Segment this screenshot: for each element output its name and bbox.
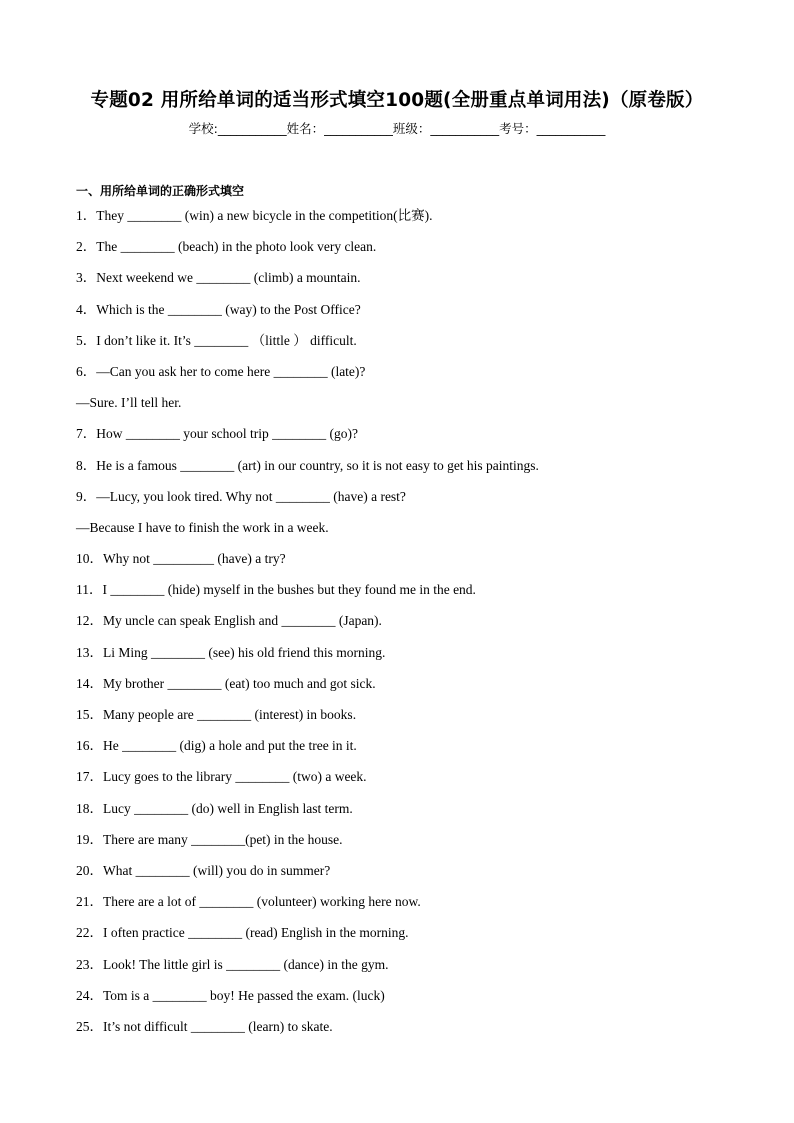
exercise-list — [76, 206, 736, 1048]
exercise-line: 15．Many people are ________ (interest) in books. — [76, 707, 357, 722]
exercise-line: 4．Which is the ________ (way) to the Post Office? — [76, 301, 361, 317]
exercise-line: 10．Why not _________ (have) a try? — [76, 551, 286, 567]
exercise-line: 12．My uncle can speak English and ________ (Japan). — [76, 613, 382, 629]
section-heading: 一、用所给单词的正确形式填空 — [76, 184, 245, 198]
exercise-line: 13．Li Ming ________ (see) his old friend this morning. — [76, 644, 386, 660]
exercise-line: 7．How ________ your school trip ________ (go)? — [76, 426, 358, 442]
exercise-line: 21．There are a lot of ________ (volunteer) working here now. — [76, 894, 421, 910]
exercise-line: 3．Next weekend we ________ (climb) a mountain. — [76, 270, 361, 286]
exercise-line: 8．He is a famous ________ (art) in our country, so it is not easy to get his paintings. — [76, 457, 539, 473]
page-title: 专题02 用所给单词的适当形式填空100题(全册重点单词用法)（原卷版） — [90, 90, 704, 111]
exercise-line: 5．I don’t like it. It’s ________ （little ） difficult. — [76, 332, 357, 348]
exercise-line: 17．Lucy goes to the library ________ (two) a week. — [76, 769, 367, 785]
exercise-line: —Because I have to finish the work in a week. — [76, 519, 329, 535]
student-info-line: 学校:___________姓名：___________班级：___________考号：___________ — [188, 121, 606, 136]
exercise-line: 9．—Lucy, you look tired. Why not ________ (have) a rest? — [76, 488, 406, 504]
exercise-line: 19．There are many ________(pet) in the house. — [76, 831, 343, 847]
exercise-line: 24．Tom is a ________ boy! He passed the exam. (luck) — [76, 987, 385, 1003]
exercise-line: 20．What ________ (will) you do in summer? — [76, 862, 331, 878]
exercise-line: 1．They ________ (win) a new bicycle in the competition(比赛). — [76, 208, 433, 223]
exercise-line: 16．He ________ (dig) a hole and put the tree in it. — [76, 738, 357, 754]
exercise-line: 2．The ________ (beach) in the photo look very clean. — [76, 239, 377, 255]
exercise-line: —Sure. I’ll tell her. — [76, 395, 182, 411]
exercise-line: 22．I often practice ________ (read) English in the morning. — [76, 925, 409, 941]
exercise-line: 6．—Can you ask her to come here ________ (late)? — [76, 363, 366, 379]
exercise-line: 11．I ________ (hide) myself in the bushes but they found me in the end. — [76, 582, 476, 598]
exercise-line: 25．It’s not difficult ________ (learn) to skate. — [76, 1018, 333, 1034]
exercise-line: 18．Lucy ________ (do) well in English last term. — [76, 800, 353, 816]
exercise-line: 14．My brother ________ (eat) too much and got sick. — [76, 675, 376, 691]
exercise-line: 23．Look! The little girl is ________ (dance) in the gym. — [76, 956, 389, 972]
